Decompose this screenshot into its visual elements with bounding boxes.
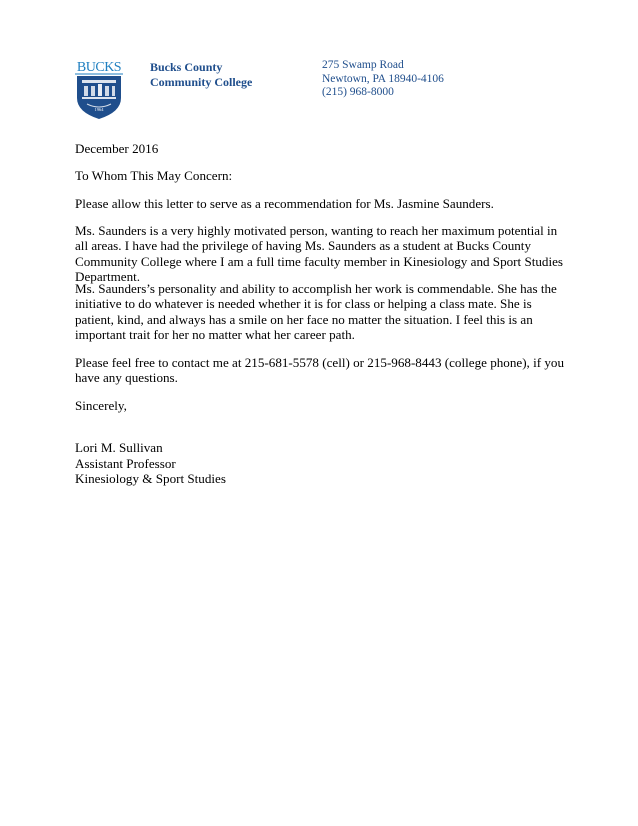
address-phone: (215) 968-8000	[322, 86, 394, 98]
college-logo-icon	[73, 58, 125, 120]
salutation: To Whom This May Concern:	[75, 168, 233, 183]
body-paragraph-2: Ms. Saunders’s personality and ability to accomplish her work is commendable. She has the initiative to do whatever is needed whether it is for class or helping a class mate. She is patient, kind, and always has a smile on her face no matter the situation. I feel this is an important trait for her no matter what her career path.	[75, 281, 557, 342]
signature-block	[75, 440, 226, 487]
body-paragraph-3: Please feel free to contact me at 215-681-5578 (cell) or 215-968-8443 (college phone), if you have any questions.	[75, 355, 565, 386]
college-address	[322, 59, 444, 100]
body-paragraph-1: Ms. Saunders is a very highly motivated person, wanting to reach her maximum potential in all areas. I have had the privilege of having Ms. Saunders as a student at Bucks County Community College where I am a full time faculty member in Kinesiology and Sport Studies Department.	[75, 223, 564, 284]
address-street: 275 Swamp Road	[322, 59, 404, 71]
signer-title: Assistant Professor	[75, 455, 176, 471]
intro-paragraph: Please allow this letter to serve as a recommendation for Ms. Jasmine Saunders.	[75, 196, 494, 211]
college-name-line2: Community College	[150, 75, 253, 89]
college-name-line1: Bucks County	[150, 60, 223, 74]
signer-name: Lori M. Sullivan	[75, 440, 163, 455]
logo-wordmark: BUCKS	[76, 60, 122, 75]
college-name	[150, 60, 252, 90]
logo-year: 1964	[94, 107, 104, 112]
address-city: Newtown, PA 18940-4106	[322, 72, 444, 85]
signer-department: Kinesiology & Sport Studies	[75, 471, 226, 486]
letter-date: December 2016	[75, 141, 159, 156]
closing: Sincerely,	[75, 398, 127, 413]
